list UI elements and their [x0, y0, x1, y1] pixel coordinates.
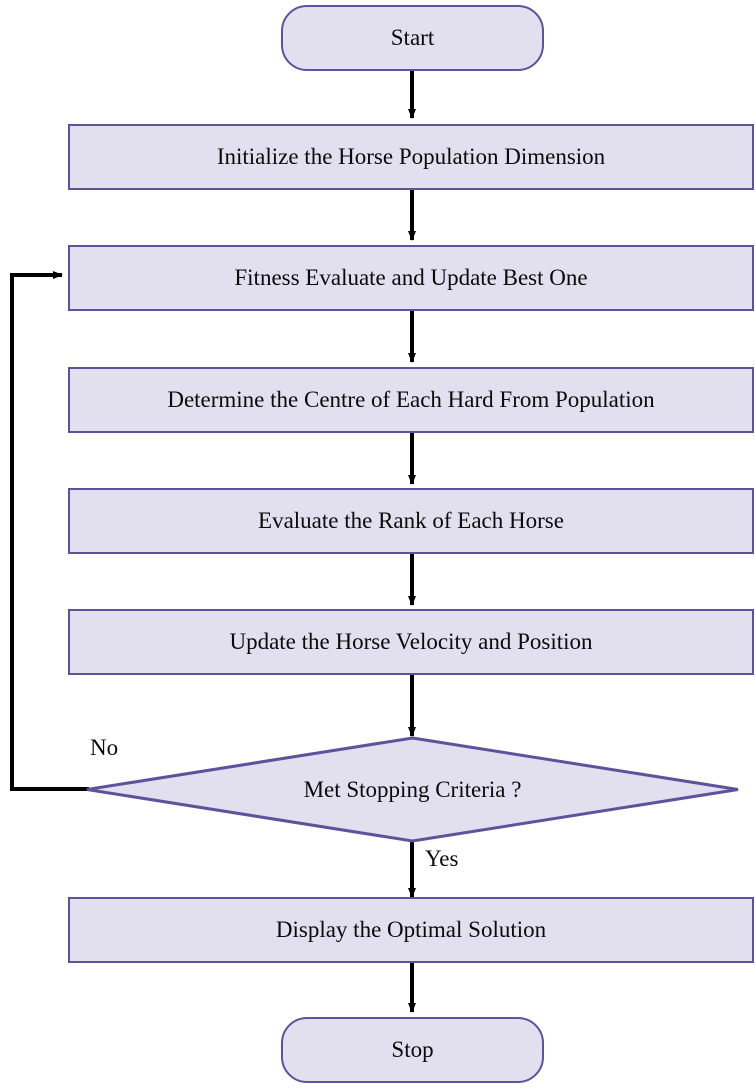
node-display-optimal-solution — [68, 897, 754, 963]
node-determine-centre-label: Determine the Centre of Each Hard From Population — [167, 387, 655, 413]
node-update-velocity-position — [68, 609, 754, 675]
edge-label-no: No — [90, 735, 119, 760]
node-fitness-evaluate-label: Fitness Evaluate and Update Best One — [234, 265, 588, 291]
node-stop — [281, 1017, 544, 1083]
node-stop-label: Stop — [391, 1037, 434, 1063]
node-start-label: Start — [390, 25, 435, 51]
node-display-optimal-solution-label: Display the Optimal Solution — [275, 917, 547, 943]
edge-label-yes: Yes — [425, 846, 459, 871]
node-evaluate-rank-label: Evaluate the Rank of Each Horse — [258, 508, 564, 534]
node-stopping-criteria — [85, 736, 740, 843]
node-determine-centre — [68, 367, 754, 433]
node-fitness-evaluate — [68, 245, 754, 311]
node-initialize-population-label: Initialize the Horse Population Dimension — [216, 144, 606, 170]
node-evaluate-rank — [68, 488, 754, 554]
node-update-velocity-position-label: Update the Horse Velocity and Position — [229, 629, 593, 655]
node-start — [281, 5, 544, 71]
node-initialize-population — [68, 124, 754, 190]
node-stopping-criteria-label: Met Stopping Criteria ? — [303, 776, 522, 802]
